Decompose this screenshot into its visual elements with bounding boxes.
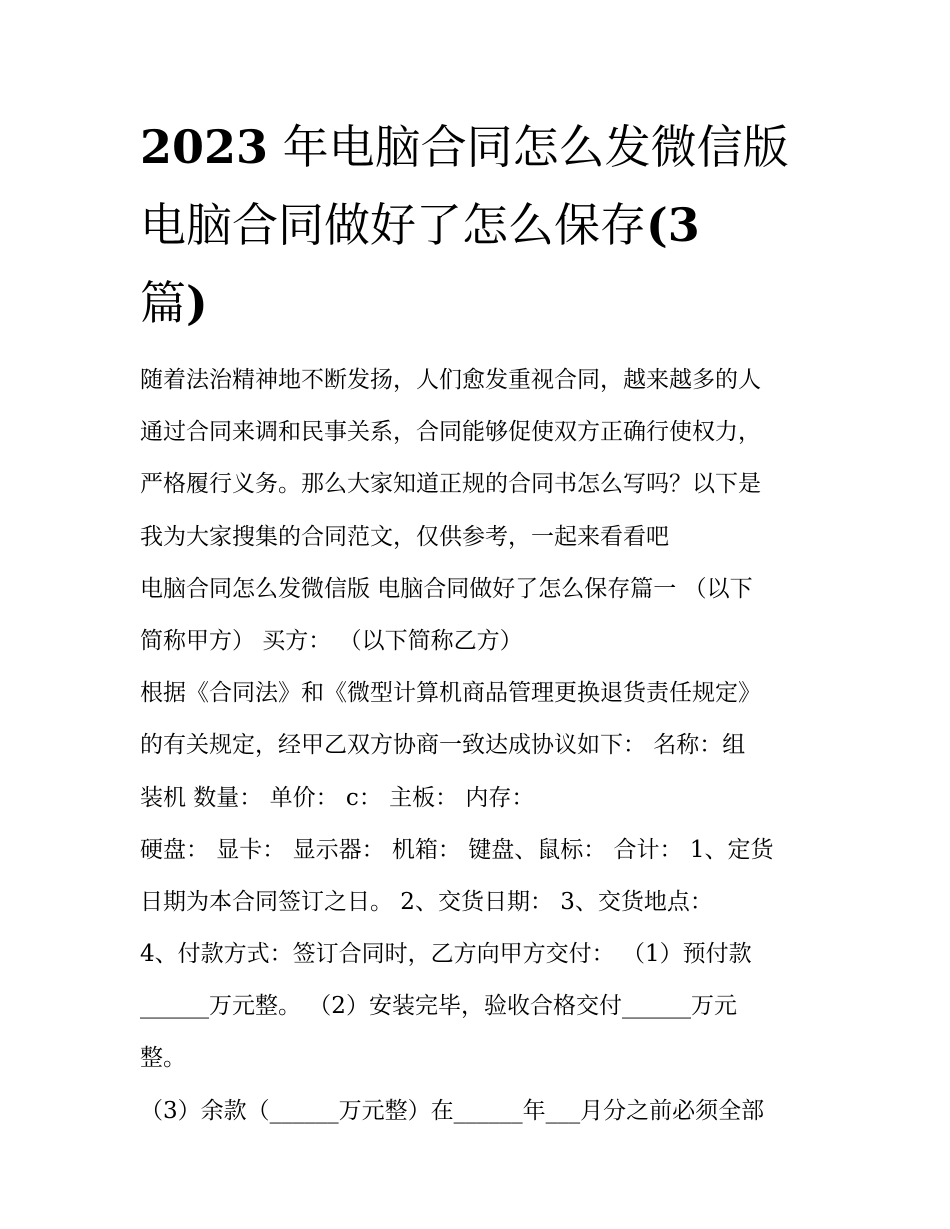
body-line: 电脑合同怎么发微信版 电脑合同做好了怎么保存篇一 （以下 [140, 575, 753, 602]
body-line: 的有关规定，经甲乙双方协商一致达成协议如下： 名称：组 [140, 732, 746, 759]
title-line-1 [140, 108, 830, 186]
title-line-2 [140, 186, 830, 264]
body-line: 装机 数量： 单价： c： 主板： 内存： [140, 784, 535, 811]
title-line-2-main: 电脑合同做好了怎么保存 [140, 198, 646, 252]
title-line-3 [140, 264, 830, 342]
title-line-2-paren: (3 [646, 198, 700, 252]
title-line-1-rest: 年电脑合同怎么发微信版 [268, 120, 789, 174]
body-line: 4、付款方式：签订合同时，乙方向甲方交付： （1）预付款 [140, 941, 752, 968]
body-line: 日期为本合同签订之日。 2、交货日期： 3、交货地点： [140, 888, 713, 915]
body-line: ______万元整。 （2）安装完毕，验收合格交付______万元 [140, 993, 737, 1020]
title-line-3-char: 篇 [140, 276, 186, 330]
document-body [140, 358, 830, 1141]
document-title [140, 108, 830, 342]
body-line: （3）余款（______万元整）在______年___月分之前必须全部 [140, 1097, 765, 1124]
body-line: 硬盘： 显卡： 显示器： 机箱： 键盘、鼠标： 合计： 1、定货 [140, 836, 774, 863]
body-line: 整。 [140, 1045, 186, 1072]
body-line: 严格履行义务。那么大家知道正规的合同书怎么写吗？以下是 [140, 471, 761, 498]
title-year: 2023 [140, 120, 269, 174]
body-line: 简称甲方） 买方： （以下简称乙方） [140, 627, 523, 654]
body-line: 随着法治精神地不断发扬，人们愈发重视合同，越来越多的人 [140, 367, 761, 393]
body-line: 我为大家搜集的合同范文，仅供参考，一起来看看吧 [140, 523, 669, 550]
body-line: 通过合同来调和民事关系，合同能够促使双方正确行使权力， [140, 419, 761, 446]
title-line-3-paren: ) [186, 276, 208, 330]
body-line: 根据《合同法》和《微型计算机商品管理更换退货责任规定》 [140, 680, 761, 707]
